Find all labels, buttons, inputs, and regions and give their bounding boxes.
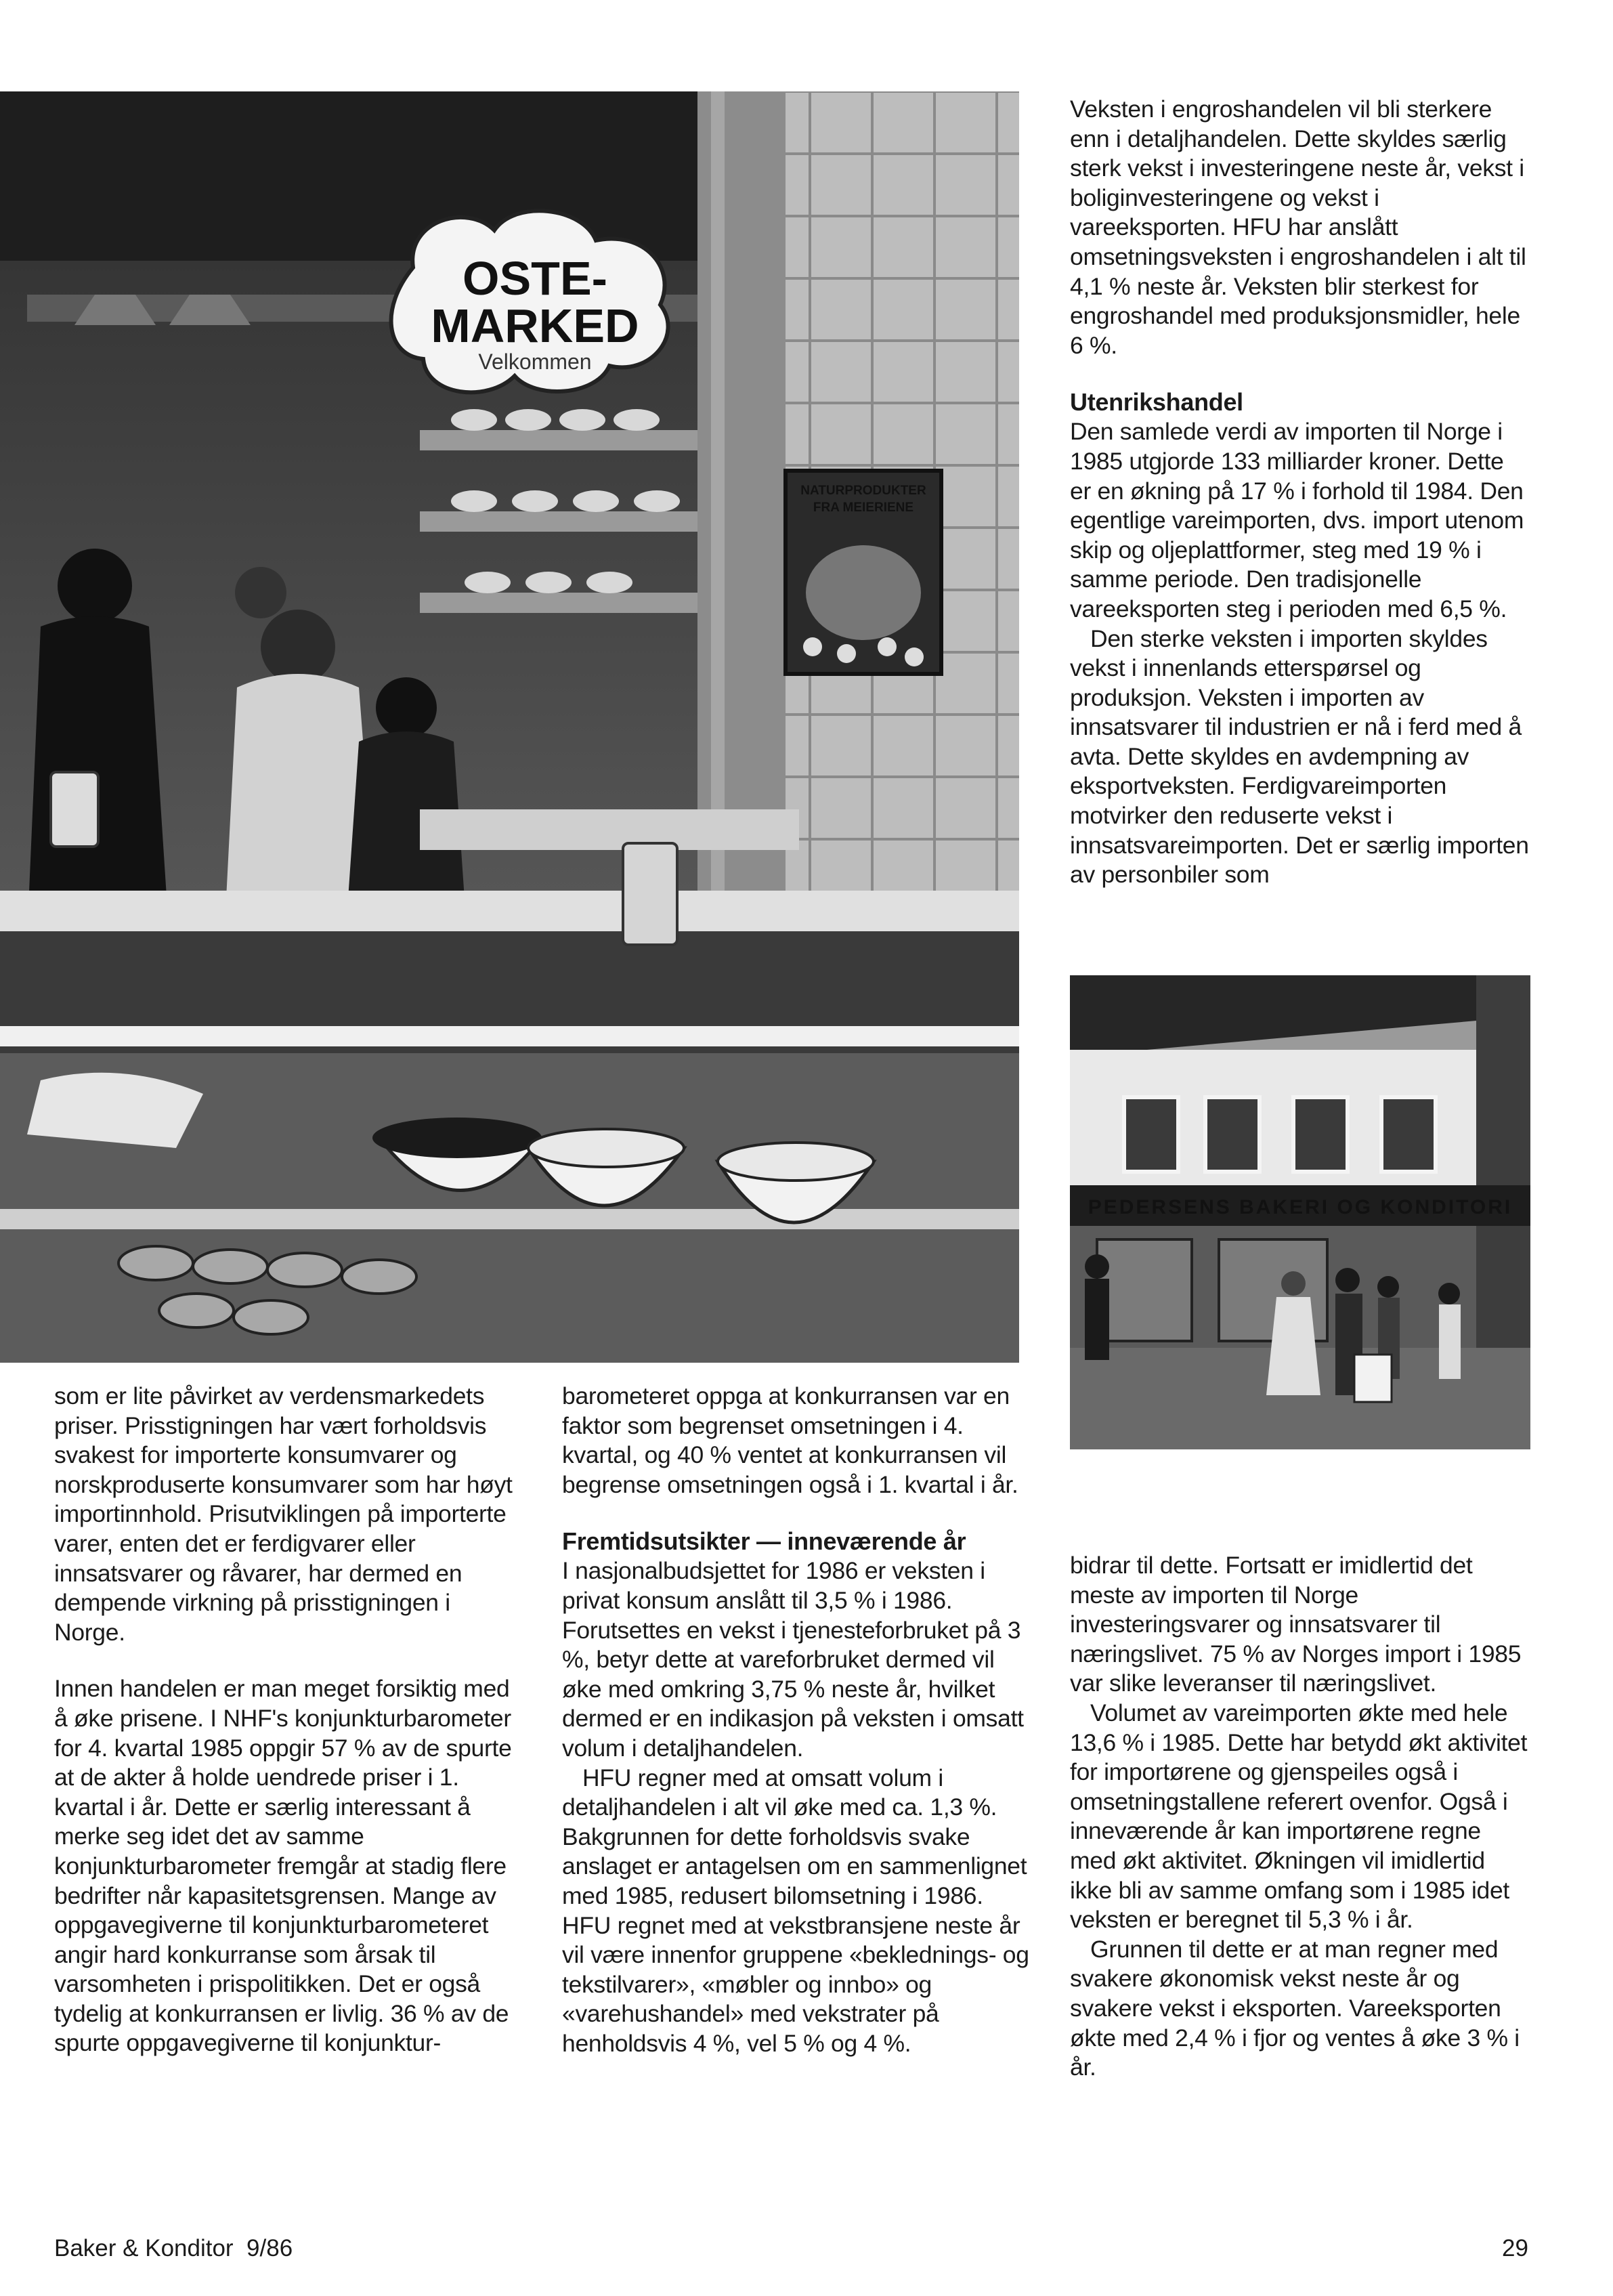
paragraph-hfu-volum: HFU regner med at omsatt volum i detaljhandelen i alt vil øke med ca. 1,3 %. Bakgrunnen for dette forholdsvis svake anslaget er antagelsen om en sammenlignet med 1985, redusert bilomsetning i 1986. HFU regnet med at vekstbransjene neste år vil være innenfor gruppene «beklednings- og tekstilvarer», «møbler og innbo» og «varehushandel» med vekstrater på henholdsvis 4 %, vel 5 % og 4 %. (562, 1764, 1029, 2057)
column-left (54, 1382, 521, 2058)
footer-page-number: 29 (1502, 2235, 1528, 2261)
storefront-illustration (1070, 975, 1530, 1449)
naturprodukter-poster (786, 471, 941, 674)
paragraph-engroshandel: Veksten i engroshandelen vil bli sterkere enn i detaljhandelen. Dette skyldes særlig sterk vekst i investeringene neste år, vekst i boliginvesteringene og vekst i vareeksporten. HFU har anslått omsetningsveksten i engroshandelen i alt til 4,1 % neste år. Veksten blir sterkest for engroshandel med produksjonsmidler, hele 6 %. (1070, 95, 1526, 359)
poster-line-2: FRA MEIERIENE (813, 501, 914, 515)
column-bottom-right (1070, 1551, 1530, 2083)
sign-line-2: MARKED (431, 299, 639, 352)
heading-utenrikshandel: Utenrikshandel (1070, 388, 1243, 417)
shop-interior-illustration (0, 91, 1019, 1363)
storefront-street-photo (1070, 975, 1530, 1449)
sign-subtitle: Velkommen (478, 349, 592, 374)
paragraph-nasjonalbudsjett: I nasjonalbudsjettet for 1986 er veksten i privat konsum anslått til 3,5 % i 1986. Forutsettes en vekst i tjenesteforbruket på 3 %, betyr dette at vareforbruket dermed vil øke med omkring 3,75 % neste år, hvilket dermed er en indikasjon på veksten i omsatt volum i detaljhandelen. (562, 1557, 1024, 1762)
paragraph-grunnen: Grunnen til dette er at man regner med svakere økonomisk vekst neste år og svakere vekst i eksporten. Vareeksporten økte med 2,4 % i fjor og ventes å øke 3 % i år. (1070, 1935, 1520, 2081)
paragraph-konjunkturbarometer: Innen handelen er man meget forsiktig med å øke prisene. I NHF's konjunkturbarometer for 4. kvartal 1985 oppgir 57 % av de spurte at de akter å holde uendrede priser i 1. kvartal i år. Dette er særlig interessant å merke seg idet det av samme konjunkturbarometer fremgår at stadig flere bedrifter når kapasitetsgrensen. Mange av oppgavegiverne til konjunkturbarometeret angir hard konkurranse som årsak til varsomheten i prispolitikken. Det er også tydelig at konkurransen er livlig. 36 % av de spurte oppgavegiverne til konjunktur- (54, 1675, 512, 2057)
storefront-sign: PEDERSENS BAKERI OG KONDITORI (1088, 1196, 1513, 1218)
column-middle (562, 1382, 1029, 2058)
paragraph-konkurranse: barometeret oppga at konkurransen var en faktor som begrenset omsetningen i 4. kvartal, og 40 % ventet at konkurransen vil begrense omsetningen også i 1. kvartal i år. (562, 1382, 1018, 1498)
paragraph-importvekst: Den sterke veksten i importen skyldes vekst i innenlands etterspørsel og produksjon. Veksten i importen av innsatsvarer til industrien er nå i ferd med å avta. Dette skyldes en avdempning av eksportveksten. Ferdigvareimporten motvirker den reduserte vekst i innsatsvareimporten. Det er særlig importen av personbiler som (1070, 624, 1529, 889)
heading-fremtidsutsikter: Fremtidsutsikter — inneværende år (562, 1527, 966, 1556)
footer-publication: Baker & Konditor 9/86 (54, 2235, 293, 2261)
sign-line-1: OSTE- (463, 252, 607, 305)
paragraph-investeringsvarer: bidrar til dette. Fortsatt er imidlertid det meste av importen til Norge investeringsvarer og innsatsvarer til næringslivet. 75 % av Norges import i 1985 var slike leveranser til næringslivet. (1070, 1552, 1522, 1697)
poster-line-1: NATURPRODUKTER (800, 484, 926, 498)
paragraph-prisstigning: som er lite påvirket av verdensmarkedets priser. Prisstigningen har vært forholdsvis svakest for importerte konsumvarer og norskproduserte konsumvarer som har høyt importinnhold. Prisutviklingen på importerte varer, enten det er ferdigvarer eller innsatsvarer og råvarer, har dermed en dempende virkning på prisstigningen i Norge. (54, 1382, 513, 1646)
paragraph-import-verdi: Den samlede verdi av importen til Norge i 1985 utgjorde 133 milliarder kroner. Dette er en økning på 17 % i forhold til 1984. Den egentlige vareimporten, dvs. import utenom skip og oljeplattformer, steg med 19 % i samme periode. Den tradisjonelle vareeksporten steg i perioden med 6,5 %. (1070, 418, 1524, 622)
paragraph-volum-vareimport: Volumet av vareimporten økte med hele 13,6 % i 1985. Dette har betydd økt aktivitet for importørene og gjenspeiles også i omsetningstallene referert ovenfor. Også i inneværende år kan importørene regne med økt aktivitet. Økningen vil imidlertid ikke bli av samme omfang som i 1985 idet veksten er beregnet til 5,3 % i år. (1070, 1699, 1528, 1934)
shop-interior-photo (0, 91, 1019, 1363)
column-top-right (1070, 95, 1530, 890)
